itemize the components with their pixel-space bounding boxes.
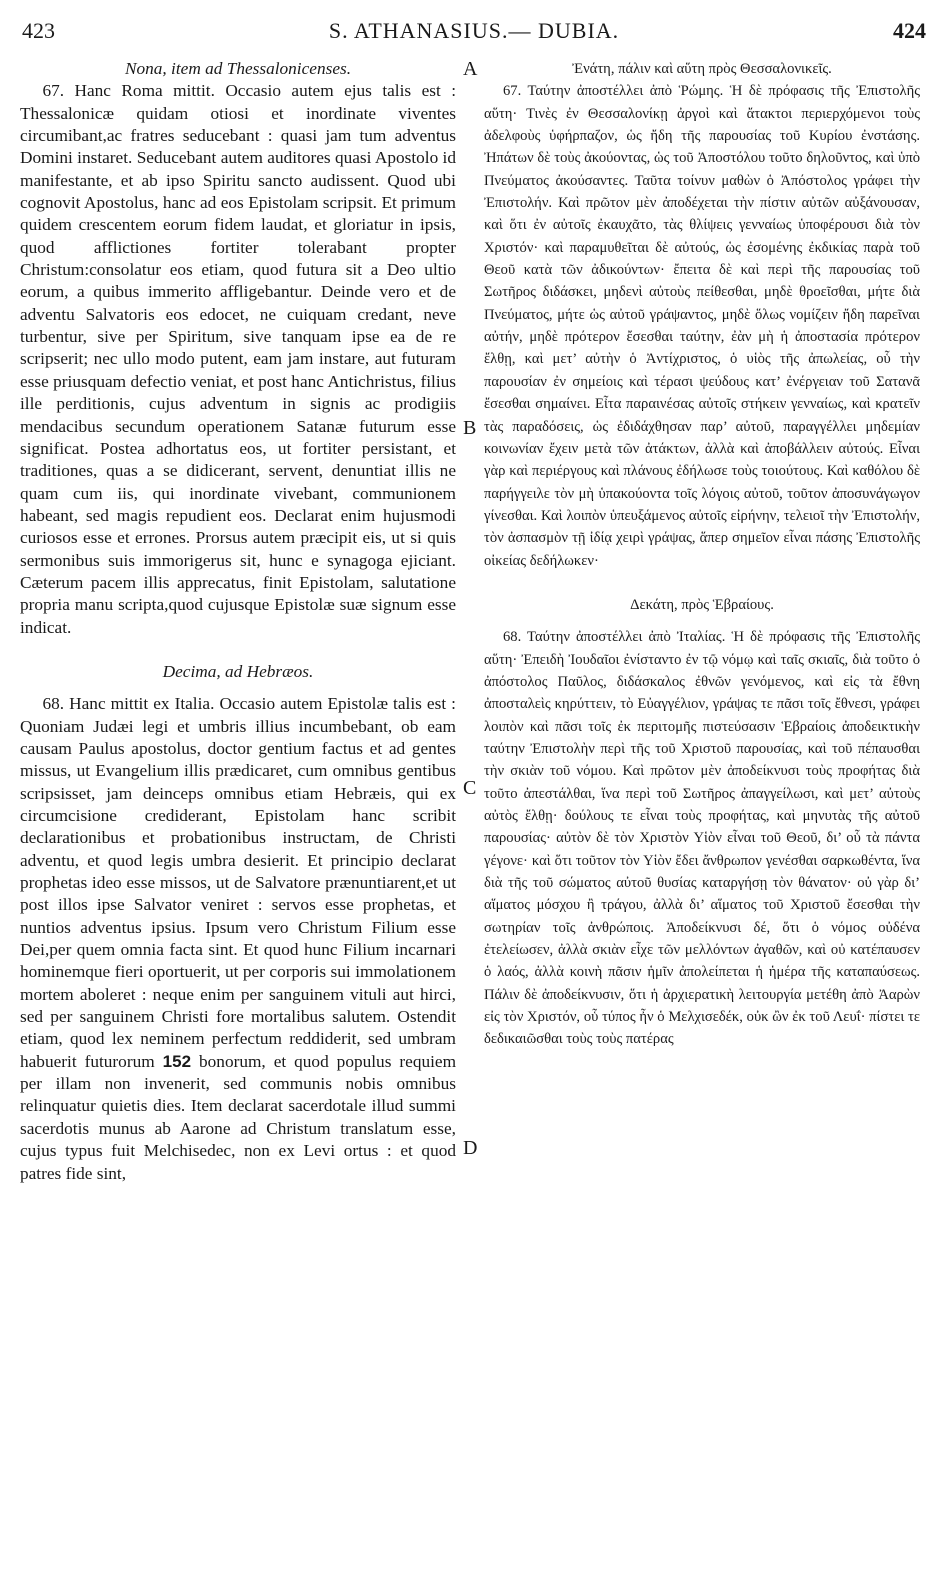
page-number-right: 424 — [893, 18, 926, 43]
greek-column — [484, 58, 920, 1051]
latin-text: 68. Hanc mittit ex Italia. Occasio autem Epistolæ talis est : Quoniam Judæi legi et umbris illius incumbebant, ob eam causam Paulus apostolus, doctor gentium factus et ad gentes missus, ut Evangelium illis prædicaret, cum omnibus gentibus scripsisset, jam deinceps omnibus etiam Hebræis, qui ex circumcisione crediderant, Epistolam hanc scribit declarationibus et probationibus instructam, de Christi adventu, et quod legis umbra desierit. Et principio declarat prophetas ideo esse missos, ut de Salvatore prænuntiarent,et ut post illos ipse Salvator veniret : servos esse prophetas, et nuntios adventus ipsius. Ipsum vero Christum Filium esse Dei,per quem omnia facta sint. Et quod hunc Filium incarnari hominemque fieri oportuerit, ut per corporis sui immolationem mortem aboleret : neque enim per sanguinem vituli aut hirci, sed per sanguinem Christi fore mortalibus salutem. Ostendit etiam, quod lex neminem perfectum reddiderit, sed umbram habuerit futurorum — [20, 694, 456, 1071]
margin-letter: D — [463, 1137, 478, 1159]
margin-letter: B — [463, 417, 477, 439]
latin-paragraph: 67. Hanc Roma mittit. Occasio autem ejus talis est : Thessalonicæ quidam otiosi et inordinate viventes circumibant,ac fratres seducebant : quasi jam tum adventus Domini instaret. Seducebant autem auditores quasi Apostolo id manifestante, et ab ipso Spiritu sancto audissent. Quod ubi cognovit Apostolus, hanc ad eos Epistolam scripsit. Et primum quidem crescentem eorum fidem laudat, et gloriatur in ipsis, quod afflictiones fortiter tolerabant propter Christum:consolatur eos etiam, quod futura sit a Deo ultio eorum, a quibus immerito affligebantur. Deinde vero et de adventu Salvatoris eos edocet, ne cuiquam credant, neve turbentur, sive per Spiritum, sive tanquam ipse ea de re scripserit; nec ullo modo putent, eam jam instare, aut futuram esse priusquam defectio veniat, et post hanc Antichristus, filius ille perditionis, cujus adventum in signis ac prodigiis mendacibus secundum operationem Satanæ futurum esse significat. Postea adhortatus eos, ut fortiter persistant, et traditiones, quas a se didicerant, servent, denuntiat illis ne quam cum iis, qui inordinate vivebant, communionem habeant, sed magis repudient eos. Declarat enim hujusmodi curiosos esse et errones. Prorsus autem præcipit eis, ut si quis sermonibus suis immorigerus sit, hunc e synagoga ejiciant. Cæterum pacem illis apprecatus, finit Epistolam, salutatione propria manu scripta,quod cujusque Epistolæ suæ signum esse indicat. — [20, 81, 456, 637]
latin-paragraph — [20, 693, 456, 1185]
greek-section-title: Ἐνάτη, πάλιν καὶ αὕτη πρὸς Θεσσαλονικεῖς. — [572, 61, 832, 77]
greek-paragraph: 68. Ταύτην ἀποστέλλει ἀπὸ Ἰταλίας. Ἡ δὲ πρόφασις τῆς Ἐπιστολῆς αὕτη· Ἐπειδὴ Ἰουδαῖοι ἐνίσταντο ἐν τῷ νόμῳ καὶ ταῖς σκιαῖς, διὰ τοῦτο ὁ ἀπόστολος Παῦλος, διδάσκαλος ἐθνῶν γενόμενος, καὶ εἰς τὰ ἔθνη ἀποσταλεὶς κηρύττειν, τὸ Εὐαγγέλιον, γράψας τε πᾶσι τοῖς ἔθνεσι, γράφει λοιπὸν καὶ πᾶσι τοῖς ἐκ περιτομῆς πιστεύσασιν Ἑβραίοις ἀποδεικτικὴν ταύτην Ἐπιστολὴν περὶ τῆς τοῦ Χριστοῦ παρουσίας, καὶ τοῦ πέπαυσθαι τὴν σκιὰν τοῦ νόμου. Καὶ πρῶτον μὲν ἀποδείκνυσι τοὺς προφήτας διὰ τοῦτο ἀπεστάλθαι, ἵνα περὶ τοῦ Σωτῆρος ἀπαγγείλωσι, καὶ μετ’ αὐτοὺς αὐτὸς ἔλθῃ· δούλους τε εἶναι τοὺς προφήτας, καὶ μηνυτὰς τῆς αὐτοῦ παρουσίας· αὐτὸν δὲ τὸν Χριστὸν Υἱὸν εἶναι τοῦ Θεοῦ, δι’ οὗ τὰ πάντα γέγονε· καὶ ὅτι τοῦτον τὸν Υἱὸν ἔδει ἄνθρωπον γενέσθαι σαρκωθέντα, ἵνα διὰ τῆς τοῦ σώματος αὐτοῦ θυσίας καταργήσῃ τὸν θάνατον· οὐ γὰρ δι’ αἵματος μόσχου ἢ τράγου, ἀλλὰ δι’ αἵματος τοῦ Χριστοῦ ἔσεσθαι τὴν σωτηρίαν τοῖς ἀνθρώποις. Ἀποδείκνυσι δέ, ὅτι ὁ νόμος οὐδένα ἐτελείωσεν, ἀλλὰ σκιὰν εἶχε τῶν μελλόντων ἀγαθῶν, καὶ οὐ κατέπαυσεν ὁ λαός, ἀλλὰ κοινὴ πᾶσιν ἡμῖν ἀπολείπεται ἡ ἡμέρα τῆς καταπαύσεως. Πάλιν δὲ ἀποδείκνυσιν, ὅτι ἡ ἀρχιερατικὴ λειτουργία μετέθη ἀπὸ Ἀαρὼν εἰς τὸν Χριστόν, οὗ τύπος ἦν ὁ Μελχισεδέκ, οὐκ ὢν ἐκ τοῦ Λευΐ· πίστει τε δεδικαιῶσθαι τοὺς τοὺς πατέρας — [484, 629, 920, 1048]
page-number-left: 423 — [22, 18, 55, 43]
latin-section-title: Decima, ad Hebræos. — [162, 661, 314, 681]
margin-letter: A — [463, 58, 478, 80]
column-reference-number: 152 — [162, 1051, 192, 1071]
page-header — [22, 18, 926, 52]
greek-section-title: Δεκάτη, πρὸς Ἑβραίους. — [630, 596, 774, 613]
latin-column — [20, 58, 456, 1185]
margin-letter: C — [463, 777, 477, 799]
greek-paragraph: 67. Ταύτην ἀποστέλλει ἀπὸ Ῥώμης. Ἡ δὲ πρόφασις τῆς Ἐπιστολῆς αὕτη· Τινὲς ἐν Θεσσαλονίκῃ ἀργοὶ καὶ ἄτακτοι περιερχόμενοι τοὺς ἀδελφοὺς ὑφήρπαζον, ὡς ἤδη τῆς παρουσίας τοῦ Κυρίου ἐνστάσης. Ἠπάτων δὲ τοὺς ἀκούοντας, ὡς τοῦ Ἀποστόλου τοῦτο δηλοῦντος, καὶ ὑπὸ Πνεύματος ἀκούσαντες. Ταῦτα τοίνυν μαθὼν ὁ Ἀπόστολος γράφει τὴν Ἐπιστολήν. Καὶ πρῶτον μὲν ἀποδέχεται τὴν πίστιν αὐτῶν αὐξάνουσαν, καὶ ὅτι ἐν αὐτοῖς ἐκαυχᾶτο, τὰς θλίψεις γενναίως ὑποφέρουσι διὰ τὸν Χριστόν· καὶ παραμυθεῖται δὲ αὐτούς, ὡς ἐσομένης ἐκδικίας παρὰ τοῦ Θεοῦ κατὰ τῶν ἀδικούντων· ἔπειτα δὲ καὶ περὶ τῆς παρουσίας τοῦ Σωτῆρος διδάσκει, μηδενὶ αὐτοὺς πείθεσθαι, μηδὲ θροεῖσθαι, μήτε διὰ Πνεύματος, μήτε ὡς αὐτοῦ γράψαντος, μηδὲ ὅλως νομίζειν ἤδη παρεῖναι αὐτήν, μηδὲ πρότερον ἔσεσθαι ταύτην, ἐὰν μὴ ἡ ἀποστασία πρότερον ἔλθῃ, καὶ μετ’ αὐτὴν ὁ Ἀντίχριστος, ὁ υἱὸς τῆς ἀπωλείας, οὗ τὴν παρουσίαν ἐν σημείοις καὶ τέρασι ψεύδους κατ’ ἐνέργειαν τοῦ Σατανᾶ ἔσεσθαι σημαίνει. Εἶτα παραινέσας αὐτοῖς στήκειν γενναίως, καὶ κρατεῖν τὰς παραδόσεις, ὡς ἐδιδάχθησαν παρ’ αὐτοῦ, παραγγέλλει μηδεμίαν κοινωνίαν ἔχειν μετὰ τῶν ἀτάκτων, ἀλλὰ καὶ ἀποβάλλειν αὐτούς. Εἶναι γὰρ καὶ περιέργους καὶ πλάνους ἐδήλωσε τοὺς τοιούτους. Καὶ καθόλου δὲ παρήγγειλε τὸν μὴ ὑπακούοντα τοῖς λόγοις αὐτοῦ, τοῦτον ἀποσυνάγωγον γίνεσθαι. Καὶ λοιπὸν ὑπευξάμενος αὐτοῖς εἰρήνην, τελειοῖ τὴν Ἐπιστολήν, τὸν ἀσπασμὸν τῇ ἰδίᾳ χειρὶ γράψας, ἅπερ σημεῖον εἶναι πάσης Ἐπιστολῆς οἰκείας δεδήλωκεν· — [484, 83, 920, 569]
latin-section-title: Nona, item ad Thessalonicenses. — [124, 59, 352, 78]
running-title: S. ATHANASIUS.— DUBIA. — [328, 18, 620, 43]
latin-text: bonorum, et quod populus requiem per illam non invenerit, sed communis nobis omnibus relinquatur quietis dies. Item declarat sacerdotale illud summi sacerdotis munus ab Aarone ad Christum translatum esse, cujus typus fuit Melchisedec, non ex Levi ortus : et quod patres fide sint, — [20, 1051, 457, 1183]
